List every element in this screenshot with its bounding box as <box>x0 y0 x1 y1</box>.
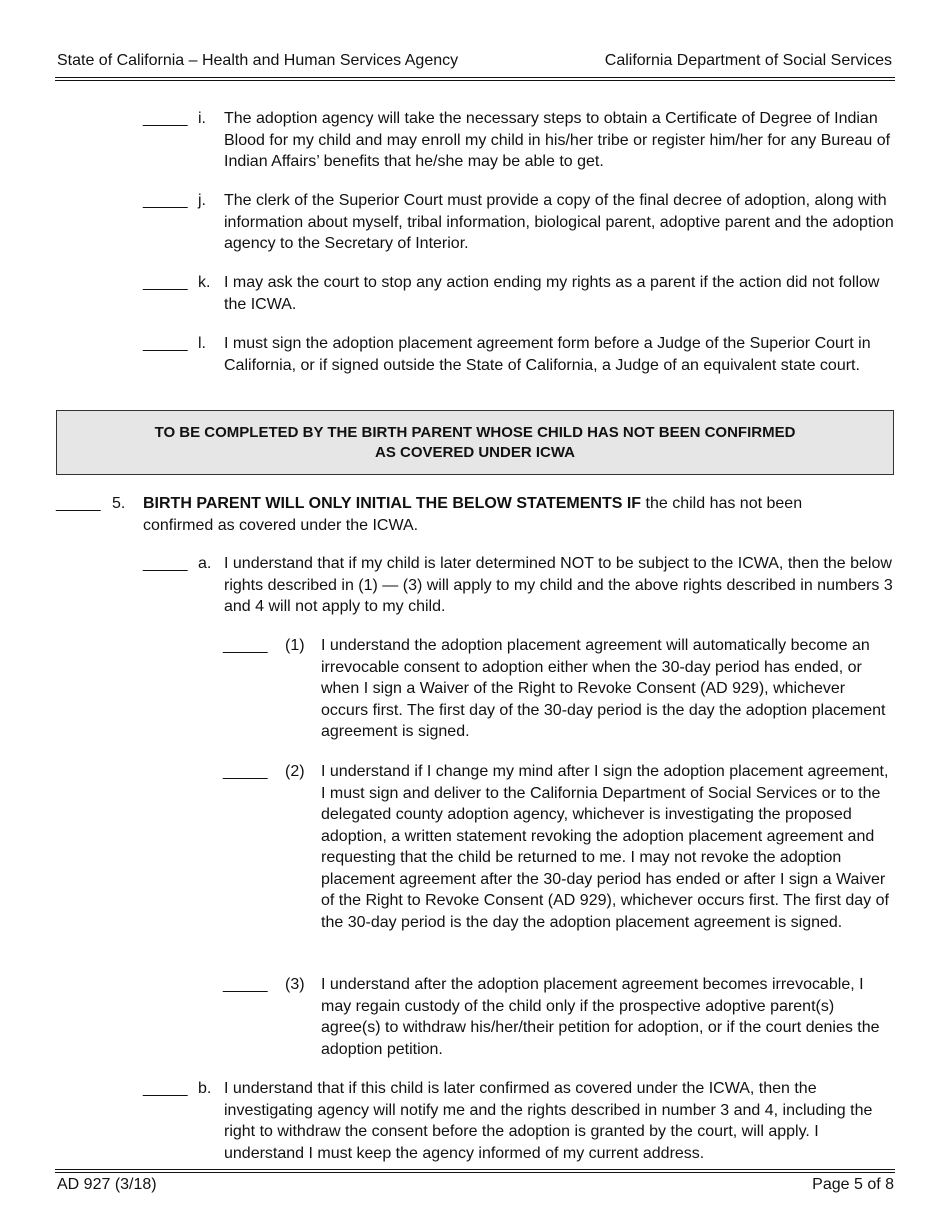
item-text: I understand if I change my mind after I sign the adoption placement agreement, I must sign and deliver to the California Department of Social Services or to the delegated county adoption agency, whichever is investigating the proposed adoption, a written statement revoking the adoption placement agreement and requesting that the child be returned to me. I may not revoke the adoption placement agreement after the 30-day period has ended or after I sign a Waiver of the Right to Revoke Consent (AD 929), whichever occurs first. The first day of the 30-day period is the day the adoption placement agreement is signed. <box>321 763 889 931</box>
header-rule-bottom <box>55 80 895 81</box>
item-label: (2) <box>285 763 305 780</box>
item-label: b. <box>198 1080 212 1097</box>
item-label: (3) <box>285 976 305 993</box>
initial-blank[interactable]: _____ <box>143 335 188 352</box>
initial-blank[interactable]: _____ <box>223 763 268 780</box>
item-text: I understand the adoption placement agreement will automatically become an irrevocable consent to adoption either when the 30-day period has ended, or when I sign a Waiver of the Right to Revoke Consent (AD 929), whichever occurs first. The first day of the 30-day period is the day the adoption placement agreement is signed. <box>321 637 886 740</box>
item-label: j. <box>198 192 206 209</box>
header-agency: State of California – Health and Human Services Agency <box>57 52 459 69</box>
header-department: California Department of Social Services <box>604 52 892 69</box>
item-text: I understand that if my child is later determined NOT to be subject to the ICWA, then the below rights described in (1) — (3) will apply to my child and the above rights described in numbers 3 and 4 will not apply to my child. <box>224 555 893 615</box>
item-text: The adoption agency will take the necessary steps to obtain a Certificate of Degree of Indian Blood for my child and may enroll my child in his/her tribe or register him/her for any Bureau of Indian Affairs’ benefits that he/she may be able to get. <box>224 110 891 170</box>
item-lead: BIRTH PARENT WILL ONLY INITIAL THE BELOW STATEMENTS IF <box>143 495 642 512</box>
page-number: Page 5 of 8 <box>812 1176 894 1193</box>
banner-line-2: AS COVERED UNDER ICWA <box>374 443 576 461</box>
item-text: I understand after the adoption placement agreement becomes irrevocable, I may regain custody of the child only if the prospective adoptive parent(s) agree(s) to withdraw his/her/their petition for adoption, or if the court denies the adoption petition. <box>321 976 880 1058</box>
item-label: (1) <box>285 637 305 654</box>
item-text <box>143 493 873 536</box>
item-label: i. <box>198 110 206 127</box>
initial-blank[interactable]: _____ <box>143 274 188 291</box>
item-text-rest: the child has not been confirmed as covered under the ICWA. <box>143 495 803 534</box>
initial-blank[interactable]: _____ <box>143 555 188 572</box>
footer-rule-top <box>55 1169 895 1170</box>
initial-blank[interactable]: _____ <box>143 110 188 127</box>
header-rule-top <box>55 77 895 78</box>
initial-blank[interactable]: _____ <box>143 1080 188 1097</box>
banner-line-1: TO BE COMPLETED BY THE BIRTH PARENT WHOSE CHILD HAS NOT BEEN CONFIRMED <box>154 424 796 441</box>
initial-blank[interactable]: _____ <box>223 637 268 654</box>
initial-blank[interactable]: _____ <box>223 976 268 993</box>
item-text: I must sign the adoption placement agreement form before a Judge of the Superior Court in California, or if signed outside the State of California, a Judge of an equivalent state court. <box>224 335 871 374</box>
item-text: I may ask the court to stop any action ending my rights as a parent if the action did not follow the ICWA. <box>224 274 880 313</box>
item-label: k. <box>198 274 211 291</box>
item-label: a. <box>198 555 212 572</box>
item-text: I understand that if this child is later confirmed as covered under the ICWA, then the investigating agency will notify me and the rights described in number 3 and 4, including the right to withdraw the consent before the adoption is granted by the court, will apply. I understand I must keep the agency informed of my current address. <box>224 1080 873 1162</box>
item-label: 5. <box>112 495 126 512</box>
initial-blank[interactable]: _____ <box>143 192 188 209</box>
form-number: AD 927 (3/18) <box>57 1176 157 1193</box>
item-label: l. <box>198 335 206 352</box>
section-banner <box>56 410 894 475</box>
footer-rule-bottom <box>55 1172 895 1173</box>
item-text: The clerk of the Superior Court must provide a copy of the final decree of adoption, along with information about myself, tribal information, biological parent, adoptive parent and the adoption agency to the Secretary of Interior. <box>224 192 894 252</box>
initial-blank[interactable]: _____ <box>56 495 101 512</box>
